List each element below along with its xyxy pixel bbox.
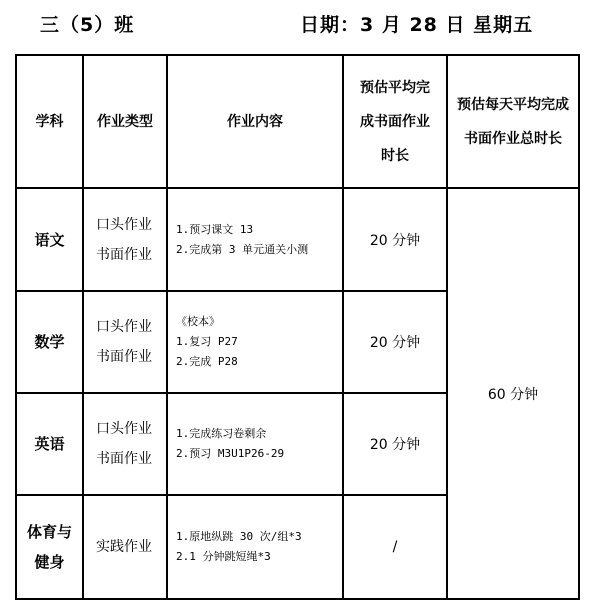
content-line: 2.1 分钟跳短绳*3	[176, 550, 271, 563]
header-total-time-line: 书面作业总时长	[464, 130, 562, 147]
type-label: 书面作业	[96, 349, 152, 365]
subject-label: 健身	[34, 553, 65, 571]
header-avg-time-line: 预估平均完	[360, 79, 430, 96]
type-label: 实践作业	[96, 539, 152, 555]
content-line: 2.预习 M3U1P26-29	[176, 447, 285, 460]
header-avg-time-line: 时长	[381, 147, 409, 164]
type-cell	[83, 495, 167, 599]
content-cell	[167, 291, 343, 393]
header-avg-time-line: 成书面作业	[360, 113, 430, 130]
content-cell	[167, 393, 343, 495]
duration-cell: 20 分钟	[343, 291, 447, 393]
header-subject: 学科	[16, 55, 83, 188]
content-line: 1.预习课文 13	[176, 222, 254, 236]
content-cell	[167, 188, 343, 291]
content-line: 2.完成第 3 单元通关小测	[176, 242, 309, 256]
type-label: 书面作业	[96, 451, 152, 467]
subject-cell	[16, 393, 83, 495]
type-cell	[83, 291, 167, 393]
subject-cell	[16, 495, 83, 599]
type-label: 书面作业	[96, 246, 152, 263]
table-row	[16, 188, 579, 291]
date-line: 日期：3 月 28 日 星期五	[300, 14, 534, 36]
type-cell	[83, 188, 167, 291]
content-line: 1.原地纵跳 30 次/组*3	[176, 530, 302, 543]
header-avg-time	[343, 55, 447, 188]
content-line: 1.完成练习卷剩余	[176, 427, 267, 440]
header-type: 作业类型	[83, 55, 167, 188]
page-header	[0, 6, 595, 40]
duration-cell: /	[343, 495, 447, 599]
homework-table	[15, 54, 580, 600]
header-total-time	[447, 55, 579, 188]
content-line: 2.完成 P28	[176, 355, 238, 368]
class-name: 三（5）班	[40, 14, 135, 36]
header-content: 作业内容	[167, 55, 343, 188]
duration-cell: 20 分钟	[343, 188, 447, 291]
content-cell	[167, 495, 343, 599]
subject-label: 数学	[34, 333, 65, 351]
type-cell	[83, 393, 167, 495]
subject-cell	[16, 188, 83, 291]
total-time-cell: 60 分钟	[447, 188, 579, 599]
type-label: 口头作业	[96, 421, 152, 437]
subject-label: 英语	[34, 435, 65, 453]
header-row	[16, 55, 579, 188]
duration-cell: 20 分钟	[343, 393, 447, 495]
type-label: 口头作业	[96, 319, 152, 335]
content-line: 1.复习 P27	[176, 335, 238, 348]
content-line: 《校本》	[176, 315, 220, 328]
header-total-time-line: 预估每天平均完成	[457, 96, 569, 113]
subject-cell	[16, 291, 83, 393]
subject-label: 语文	[34, 230, 65, 249]
type-label: 口头作业	[96, 216, 152, 233]
subject-label: 体育与	[26, 523, 72, 541]
